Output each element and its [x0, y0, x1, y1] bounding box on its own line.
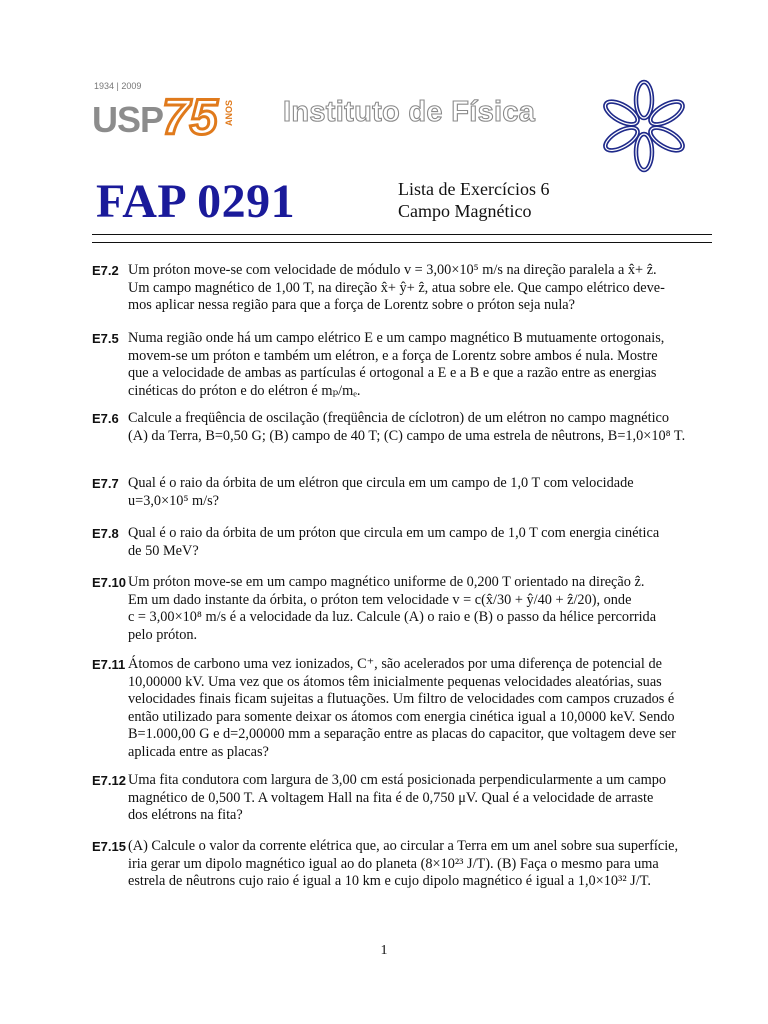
problem-number: E7.12: [92, 773, 126, 788]
usp-75-number: 75: [162, 89, 218, 140]
problem-line: Qual é o raio da órbita de um elétron que circula em um campo de 1,0 T com velocidade: [128, 475, 634, 491]
instituto-fisica-logo-icon: [596, 78, 692, 174]
list-title: [398, 178, 549, 222]
problem-line: Calcule a freqüência de oscilação (freqüência de cíclotron) de um elétron no campo magnético: [128, 410, 670, 426]
problem-e7-2: [92, 262, 718, 315]
problem-line: velocidades finais ficam sujeitas a flutuações. Um filtro de velocidades com campos cruzados é: [128, 691, 675, 708]
problem-line: (A) Calcule o valor da corrente elétrica que, ao circular a Terra em um anel sobre sua superfície,: [128, 838, 679, 854]
problem-number: E7.7: [92, 476, 119, 491]
problem-line: magnético de 0,500 T. A voltagem Hall na fita é de 0,750 μV. Qual é a velocidade de arraste: [128, 789, 654, 806]
problem-line: iria gerar um dipolo magnético igual ao do planeta (8×10²³ J/T). (B) Faça o mesmo para uma: [128, 855, 659, 872]
list-title-line-2: Campo Magnético: [398, 201, 532, 221]
usp-logo-text: USP: [92, 99, 164, 140]
problem-line: mos aplicar nessa região para que a força de Lorentz sobre o próton seja nula?: [128, 297, 575, 314]
problem-e7-10: [92, 574, 718, 644]
problem-line: aplicada entre as placas?: [128, 743, 269, 760]
list-title-line-1: Lista de Exercícios 6: [398, 179, 550, 199]
problem-number: E7.11: [92, 657, 126, 672]
problem-line: pelo próton.: [128, 626, 198, 643]
problem-text: [128, 838, 718, 891]
problem-line: movem-se um próton e também um elétron, e a força de Lorentz sobre ambos é nula. Mostre: [128, 347, 658, 364]
usp-years-text: 1934 | 2009: [94, 81, 142, 91]
problem-number: E7.6: [92, 411, 119, 426]
problem-e7-15: [92, 838, 718, 891]
problem-line: estrela de nêutrons cujo raio é igual a 10 km e cujo dipolo magnético é igual a 1,0×10³² J/T.: [128, 873, 651, 890]
header-rule-bottom: [92, 242, 712, 243]
problem-line: Em um dado instante da órbita, o próton tem velocidade v = c(x̂/30 + ŷ/40 + ẑ/20), onde: [128, 591, 632, 608]
problem-line: Um campo magnético de 1,00 T, na direção x̂+ ŷ+ ẑ, atua sobre ele. Que campo elétrico deve-: [128, 279, 665, 296]
problem-e7-12: [92, 772, 718, 825]
problem-text: [128, 656, 718, 762]
problem-number: E7.2: [92, 263, 119, 278]
problem-line: c = 3,00×10⁸ m/s é a velocidade da luz. Calcule (A) o raio e (B) o passo da hélice percorrida: [128, 609, 657, 626]
problem-text: [128, 525, 718, 560]
problem-line: Átomos de carbono uma vez ionizados, C⁺, são acelerados por uma diferença de potencial de: [128, 656, 662, 672]
problem-line: u=3,0×10⁵ m/s?: [128, 492, 220, 509]
usp-75-logo: [92, 80, 242, 140]
page-number: 1: [380, 943, 388, 958]
problem-text: [128, 475, 718, 510]
problem-line: então utilizado para somente deixar os átomos com energia cinética igual a 10,0000 keV. Sendo: [128, 708, 675, 725]
problem-number: E7.8: [92, 526, 119, 541]
problem-line: Numa região onde há um campo elétrico E e um campo magnético B mutuamente ortogonais,: [128, 330, 665, 346]
problem-line: B=1.000,00 G e d=2,00000 mm a separação entre as placas do capacitor, que voltagem deve ser: [128, 726, 676, 743]
problem-e7-8: [92, 525, 718, 560]
problem-e7-6: [92, 410, 718, 445]
problem-text: [128, 574, 718, 644]
problem-text: [128, 262, 718, 315]
problem-line: 10,00000 kV. Uma vez que os átomos têm inicialmente pequenas velocidades aleatórias, suas: [128, 673, 662, 690]
problem-e7-5: [92, 330, 718, 400]
institute-title: Instituto de Física: [283, 96, 536, 128]
problem-text: [128, 410, 718, 445]
problem-line: Qual é o raio da órbita de um próton que circula em um campo de 1,0 T com energia cinética: [128, 525, 660, 541]
problem-e7-7: [92, 475, 718, 510]
problem-line: de 50 MeV?: [128, 542, 199, 559]
problem-line: (A) da Terra, B=0,50 G; (B) campo de 40 T; (C) campo de uma estrela de nêutrons, B=1,0×10⁸ T.: [128, 427, 686, 444]
problem-line: dos elétrons na fita?: [128, 807, 243, 824]
usp-anos-text: ANOS: [224, 99, 234, 126]
problem-number: E7.15: [92, 839, 126, 854]
problem-text: [128, 772, 718, 825]
header-rule-top: [92, 234, 712, 235]
problem-number: E7.5: [92, 331, 119, 346]
problem-text: [128, 330, 718, 400]
problem-line: que a velocidade de ambas as partículas é ortogonal a E e a B e que a razão entre as energias: [128, 365, 657, 382]
course-code: FAP 0291: [96, 175, 296, 228]
problem-line: Uma fita condutora com largura de 3,00 cm está posicionada perpendicularmente a um campo: [128, 772, 667, 788]
problem-e7-11: [92, 656, 718, 762]
problem-line: Um próton move-se com velocidade de módulo v = 3,00×10⁵ m/s na direção paralela a x̂+ ẑ.: [128, 262, 657, 278]
problem-number: E7.10: [92, 575, 126, 590]
problem-line: Um próton move-se em um campo magnético uniforme de 0,200 T orientado na direção ẑ.: [128, 574, 645, 590]
problem-line: cinéticas do próton e do elétron é mₚ/mₑ.: [128, 382, 361, 399]
